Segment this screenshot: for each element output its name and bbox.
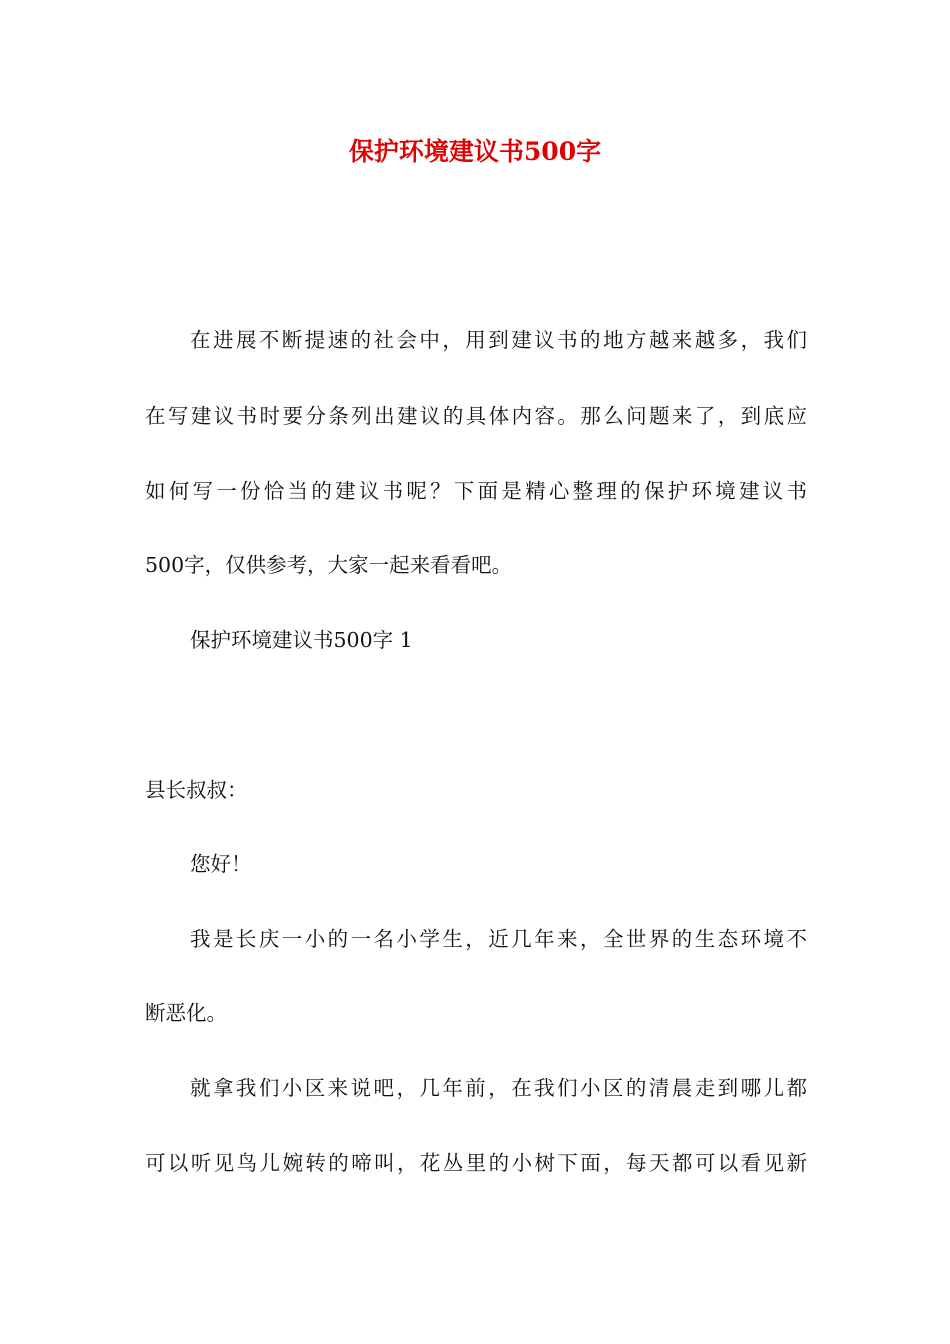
- greeting: 您好！: [190, 852, 252, 876]
- document-title: 保护环境建议书500字: [348, 137, 602, 166]
- paragraph-line: 如何写一份恰当的建议书呢？下面是精心整理的保护环境建议书: [145, 479, 807, 503]
- section-heading: 保护环境建议书500字 1: [190, 628, 413, 652]
- paragraph-line: 在写建议书时要分条列出建议的具体内容。那么问题来了，到底应: [145, 404, 807, 428]
- salutation: 县长叔叔：: [145, 778, 248, 802]
- paragraph-line: 我是长庆一小的一名小学生，近几年来，全世界的生态环境不: [190, 927, 807, 951]
- paragraph-line: 在进展不断提速的社会中，用到建议书的地方越来越多，我们: [190, 328, 807, 352]
- paragraph-line: 可以听见鸟儿婉转的啼叫，花丛里的小树下面，每天都可以看见新: [145, 1151, 807, 1175]
- paragraph-line: 就拿我们小区来说吧，几年前，在我们小区的清晨走到哪儿都: [190, 1076, 807, 1100]
- paragraph-line: 500字，仅供参考，大家一起来看看吧。: [145, 553, 513, 577]
- paragraph-line: 断恶化。: [145, 1001, 227, 1025]
